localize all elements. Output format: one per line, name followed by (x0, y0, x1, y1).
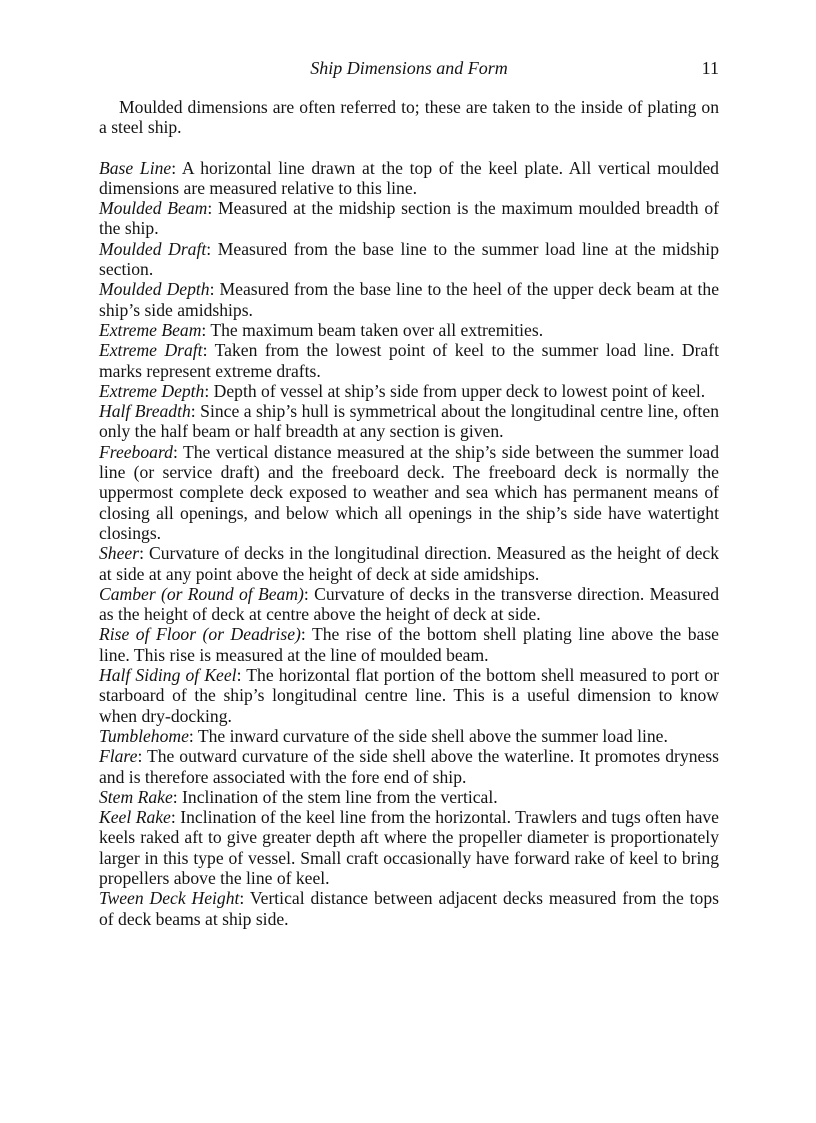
definitions-list (99, 158, 719, 929)
definition-text: : The outward curvature of the side shell above the waterline. It promotes dryness and is therefore associated with the fore end of ship. (99, 746, 719, 787)
definition-term: Tumblehome (99, 725, 189, 746)
definition-text: : Inclination of the stem line from the vertical. (172, 786, 498, 807)
definition-entry (99, 807, 719, 888)
definition-entry (99, 401, 719, 442)
definition-text: : Measured at the midship section is the maximum moulded breadth of the ship. (99, 198, 720, 239)
definition-text: : Measured from the base line to the heel of the upper deck beam at the ship’s side amidships. (99, 279, 720, 320)
definition-term: Extreme Draft (99, 340, 203, 361)
definition-term: Base Line (99, 157, 172, 178)
definition-term: Stem Rake (99, 786, 173, 807)
definition-term: Tween Deck Height (99, 888, 240, 909)
definition-entry (99, 198, 719, 239)
definition-term: Keel Rake (99, 807, 171, 828)
definition-entry (99, 442, 719, 543)
definition-entry (99, 543, 719, 584)
definition-term: Moulded Depth (99, 279, 210, 300)
page-number: 11 (701, 58, 719, 78)
definition-term: Moulded Draft (99, 238, 207, 259)
intro-paragraph: Moulded dimensions are often referred to; these are taken to the inside of plating on a steel ship. (99, 97, 719, 138)
definition-text: : Measured from the base line to the summer load line at the midship section. (99, 238, 719, 280)
running-head (99, 56, 719, 80)
definition-entry (99, 239, 719, 280)
definition-entry (99, 158, 719, 199)
definition-term: Flare (99, 746, 138, 767)
page-body (99, 97, 719, 929)
running-title: Ship Dimensions and Form (310, 58, 508, 78)
definition-text: : Depth of vessel at ship’s side from upper deck to lowest point of keel. (204, 380, 706, 401)
definition-text: : Vertical distance between adjacent decks measured from the tops of deck beams at ship side. (99, 888, 719, 929)
definition-text: : Curvature of decks in the longitudinal direction. Measured as the height of deck at side at any point above the height of deck at side amidships. (99, 543, 719, 584)
definition-term: Half Breadth (99, 401, 191, 422)
definition-term: Sheer (99, 543, 140, 564)
definition-entry (99, 888, 719, 929)
definition-text: : Inclination of the keel line from the horizontal. Trawlers and tugs often have keels raked aft to give greater depth aft where the propeller diameter is proportionately larger in this type of vessel. Small craft occasionally have forward rake of keel to bring propellers above the line of keel. (99, 807, 719, 888)
definition-term: Extreme Depth (99, 380, 205, 401)
definition-entry (99, 746, 719, 787)
definition-entry (99, 320, 719, 340)
definition-entry (99, 787, 719, 807)
definition-text: : The horizontal flat portion of the bottom shell measured to port or starboard of the ship’s longitudinal centre line. This is a useful dimension to know when dry-docking. (99, 665, 720, 726)
definition-term: Freeboard (99, 441, 173, 462)
definition-term: Camber (or Round of Beam) (99, 583, 304, 604)
definition-entry (99, 381, 719, 401)
definition-text: : The maximum beam taken over all extremities. (201, 319, 544, 340)
definition-term: Extreme Beam (99, 319, 202, 340)
definition-entry (99, 624, 719, 665)
definition-term: Moulded Beam (99, 198, 208, 219)
definition-text: : Taken from the lowest point of keel to the summer load line. Draft marks represent extreme drafts. (99, 340, 719, 381)
definition-entry (99, 584, 719, 625)
definition-text: : The vertical distance measured at the ship’s side between the summer load line (or service draft) and the freeboard deck. The freeboard deck is normally the uppermost complete deck exposed to weather and sea which has permanent means of closing all openings, and below which all openings in the ship’s side have watertight closings. (99, 441, 719, 543)
definition-term: Half Siding of Keel (99, 665, 237, 686)
definition-text: : A horizontal line drawn at the top of the keel plate. All vertical moulded dimensions are measured relative to this line. (99, 157, 719, 198)
definition-entry (99, 340, 719, 381)
definition-term: Rise of Floor (or Deadrise) (99, 624, 301, 645)
definition-text: : The rise of the bottom shell plating line above the base line. This rise is measured at the line of moulded beam. (99, 624, 719, 665)
definition-entry (99, 665, 719, 726)
definition-entry (99, 726, 719, 746)
definition-text: : The inward curvature of the side shell above the summer load line. (188, 725, 668, 746)
definition-text: : Curvature of decks in the transverse direction. Measured as the height of deck at centre above the height of deck at side. (99, 583, 719, 625)
definition-entry (99, 279, 719, 320)
definition-text: : Since a ship’s hull is symmetrical about the longitudinal centre line, often only the half beam or half breadth at any section is given. (99, 401, 719, 442)
